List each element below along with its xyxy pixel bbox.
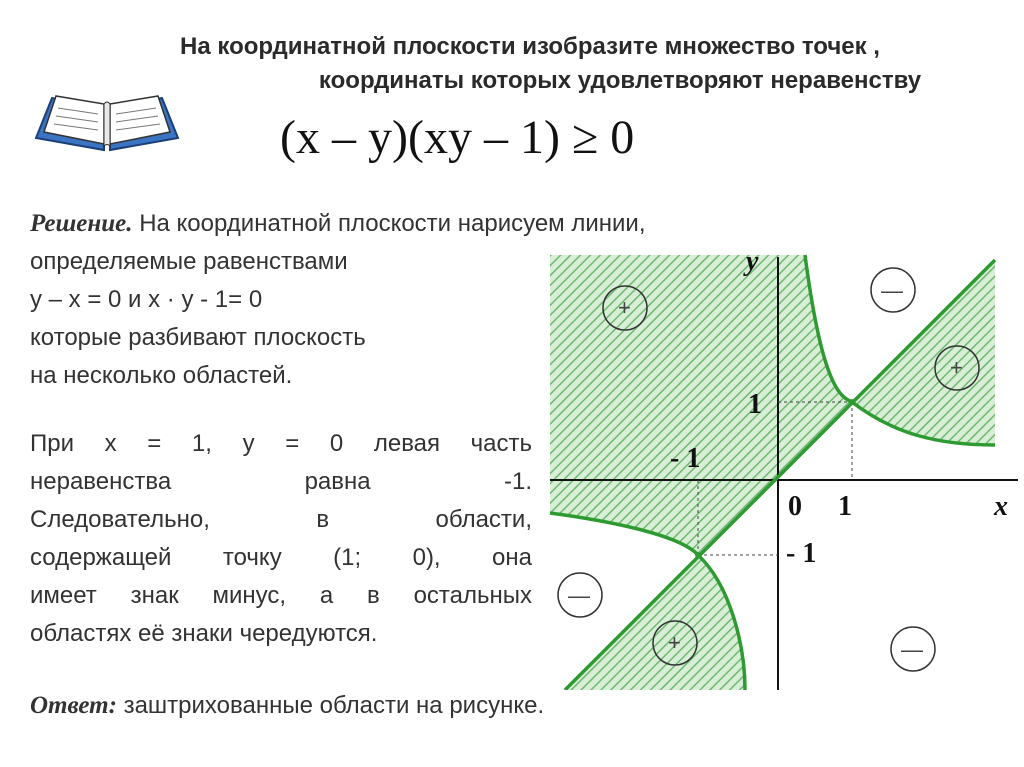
title-line-1: На координатной плоскости изобразите множество точек , xyxy=(180,33,880,60)
x-one-label: 1 xyxy=(838,491,852,522)
sign-marker-left xyxy=(558,573,602,617)
sign-minus-left: — xyxy=(568,583,590,608)
reasoning-row-5: имеет знак минус, а в остальных xyxy=(30,582,532,609)
reasoning-row-1: При x = 1, y = 0 левая часть xyxy=(30,430,532,457)
solution-line-3: y – x = 0 и x · y - 1= 0 xyxy=(30,286,263,313)
answer-text xyxy=(30,692,544,720)
solution-line-1-text: На координатной плоскости нарисуем линии, xyxy=(139,210,646,237)
x-axis-label: x xyxy=(994,491,1008,522)
open-book-icon xyxy=(32,88,182,158)
point-one-one xyxy=(849,399,855,405)
answer-lead: Ответ: xyxy=(30,692,117,719)
sign-plus-upper-right: + xyxy=(950,355,963,380)
slide-title xyxy=(60,30,1000,98)
sign-plus-upper-left: + xyxy=(618,295,631,320)
inequality-formula: (x – y)(xy – 1) ≥ 0 xyxy=(280,111,635,164)
sign-marker-upper-middle xyxy=(871,268,915,312)
point-neg-one-neg-one xyxy=(695,552,701,558)
solution-line-5: на несколько областей. xyxy=(30,362,293,389)
y-neg-one-label: - 1 xyxy=(786,538,817,569)
reasoning-row-3: Следовательно, в области, xyxy=(30,506,532,533)
solution-line-4: которые разбивают плоскость xyxy=(30,324,366,351)
reasoning-text xyxy=(30,425,532,653)
reasoning-row-4: содержащей точку (1; 0), она xyxy=(30,544,532,571)
sign-plus-lower: + xyxy=(668,630,681,655)
sign-minus-lower-right: — xyxy=(901,637,923,662)
solution-line-1 xyxy=(30,205,850,243)
reasoning-row-6: областях её знаки чередуются. xyxy=(30,620,378,647)
solution-line-2: определяемые равенствами xyxy=(30,248,348,275)
shaded-region-lower xyxy=(565,555,745,690)
y-axis-label: y xyxy=(746,246,759,277)
answer-body: заштрихованные области на рисунке. xyxy=(123,692,545,719)
solution-lead: Решение. xyxy=(30,210,133,237)
reasoning-row-2: неравенства равна -1. xyxy=(30,468,532,495)
x-neg-one-label: - 1 xyxy=(670,443,701,474)
origin-label: 0 xyxy=(788,491,802,522)
y-one-label: 1 xyxy=(748,389,762,420)
sign-marker-lower-right xyxy=(891,627,935,671)
inequality-graph xyxy=(540,245,1020,690)
title-line-2: координаты которых удовлетворяют неравенству xyxy=(318,67,922,94)
sign-minus-upper-middle: — xyxy=(881,278,903,303)
